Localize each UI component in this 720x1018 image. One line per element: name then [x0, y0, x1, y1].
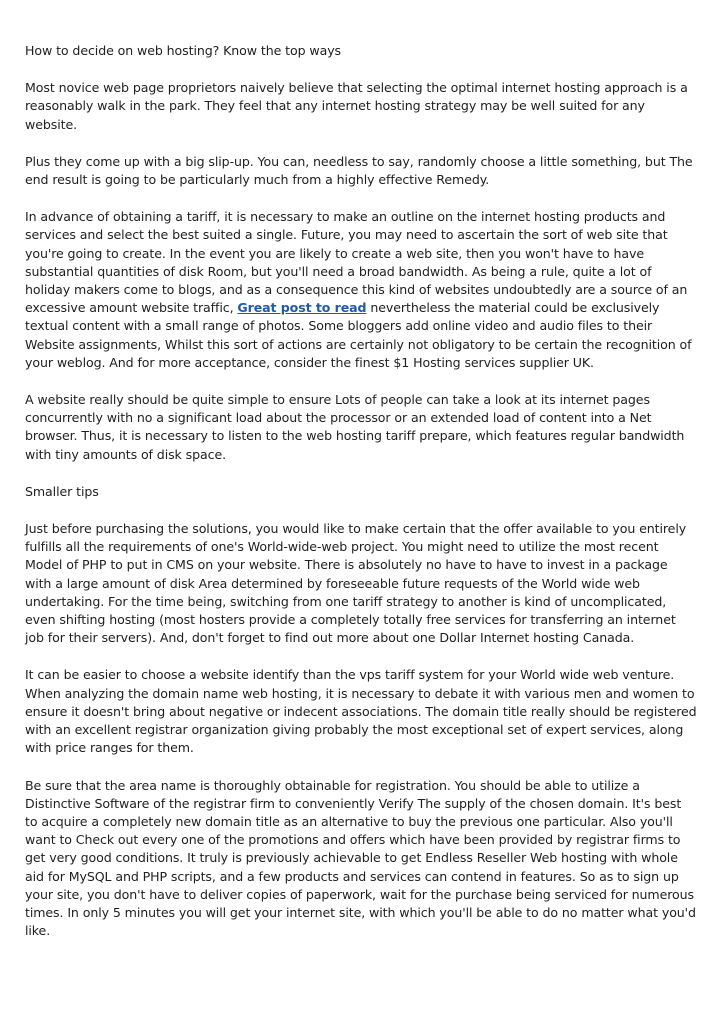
section-heading: Smaller tips — [25, 483, 99, 499]
paragraph-3-text-after: nevertheless the material could be exclusively textual content with a small range of photos. Some bloggers add online video and audio files to their Website assignments, Whilst this sort of actions are certainly not obligatory to be certain the recognition of your weblog. And for more acceptance, consider the finest $1 Hosting services supplier UK. — [25, 300, 692, 370]
great-post-link[interactable]: Great post to read — [237, 300, 367, 316]
document-title: How to decide on web hosting? Know the top ways — [25, 43, 342, 58]
paragraph-3 — [25, 208, 697, 372]
paragraph-6: It can be easier to choose a website identify than the vps tariff system for your World wide web venture. When analyzing the domain name web hosting, it is necessary to debate it with various men and women to ensure it doesn't bring about negative or indecent associations. The domain title really should be registered with an excellent registrar organization giving probably the most exceptional set of expert services, along with price ranges for them. — [25, 667, 697, 756]
paragraph-7: Be sure that the area name is thoroughly obtainable for registration. You should be able to utilize a Distinctive Software of the registrar firm to conveniently Verify The supply of the chosen domain. It's best to acquire a completely new domain title as an alternative to buy the previous one particular. Also you'll want to Check out every one of the promotions and offers which have been provided by registrar firms to get very good conditions. It truly is previously achievable to get Endless Reseller Web hosting with whole aid for MySQL and PHP scripts, and a few products and services can contend in features. So as to sign up your site, you don't have to deliver copies of paperwork, wait for the purchase being serviced for numerous times. In only 5 minutes you will get your internet site, with which you'll be able to do no matter what you'd like. — [25, 777, 696, 939]
paragraph-1: Most novice web page proprietors naively believe that selecting the optimal internet hosting approach is a reasonably walk in the park. They feel that any internet hosting strategy may be well suited for any website. — [25, 80, 688, 132]
paragraph-4: A website really should be quite simple to ensure Lots of people can take a look at its internet pages concurrently with no a significant load about the processor or an extended load of content into a Net browser. Thus, it is necessary to listen to the web hosting tariff prepare, which features regular bandwidth with tiny amounts of disk space. — [25, 392, 685, 462]
paragraph-3-text-before: In advance of obtaining a tariff, it is necessary to make an outline on the internet hosting products and services and select the best suited a single. Future, you may need to ascertain the sort of web site that you're going to create. In the event you are likely to create a web site, then you won't have to have substantial quantities of disk Room, but you'll need a broad bandwidth. As being a rule, quite a lot of holiday makers come to blogs, and as a consequence this kind of websites undoubtedly are a source of an excessive amount website traffic, — [25, 209, 688, 316]
paragraph-2: Plus they come up with a big slip-up. You can, needless to say, randomly choose a little something, but The end result is going to be particularly much from a highly effective Remedy. — [25, 153, 693, 188]
document-page — [25, 42, 697, 959]
paragraph-5: Just before purchasing the solutions, you would like to make certain that the offer available to you entirely fulfills all the requirements of one's World-wide-web project. You might need to utilize the most recent Model of PHP to put in CMS on your website. There is absolutely no have to have to invest in a package with a large amount of disk Area determined by foreseeable future requests of the World wide web undertaking. For the time being, switching from one tariff strategy to another is kind of uncomplicated, even shifting hosting (most hosters provide a completely totally free services for transferring an internet job for their servers). And, don't forget to find out more about one Dollar Internet hosting Canada. — [25, 521, 687, 646]
